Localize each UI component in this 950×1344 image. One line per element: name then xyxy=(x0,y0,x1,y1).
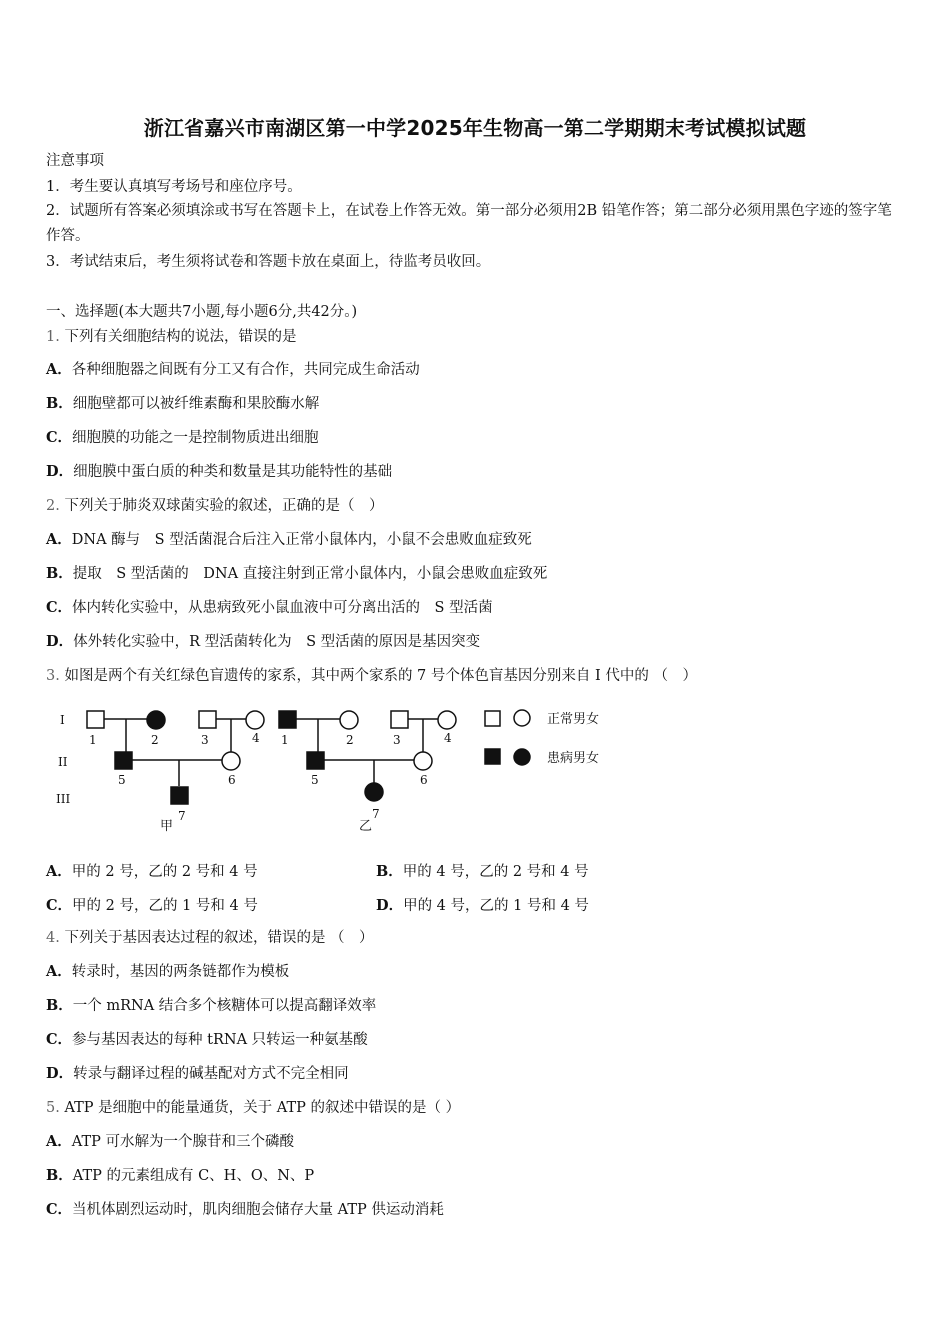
option xyxy=(46,598,493,618)
normal-male-symbol xyxy=(391,711,408,728)
question-stem xyxy=(46,1098,460,1118)
option-label: C． xyxy=(46,1201,73,1218)
individual-label: 1 xyxy=(281,733,289,747)
option-label: A． xyxy=(46,863,72,880)
individual-label: 4 xyxy=(252,731,260,745)
generation-label: III xyxy=(56,792,71,806)
option xyxy=(46,962,289,982)
section-heading: 一、选择题(本大题共7小题,每小题6分,共42分。) xyxy=(46,304,358,320)
legend-affected-label: 患病男女 xyxy=(547,751,600,766)
individual-label: 6 xyxy=(228,773,236,787)
question-number: 1. xyxy=(46,329,60,345)
option xyxy=(46,894,258,915)
individual-label: 1 xyxy=(89,733,97,747)
option-label: B． xyxy=(46,1167,73,1184)
option-text: ATP 可水解为一个腺苷和三个磷酸 xyxy=(71,1134,294,1150)
option-label: D． xyxy=(376,897,404,914)
option-text: 转录与翻译过程的碱基配对方式不完全相同 xyxy=(73,1066,349,1082)
normal-female-symbol xyxy=(246,711,264,729)
option-text: 细胞壁都可以被纤维素酶和果胶酶水解 xyxy=(72,396,320,412)
option-text: 甲的 4 号，乙的 2 号和 4 号 xyxy=(402,864,589,880)
pedigree-diagram xyxy=(50,700,650,840)
page-title: 浙江省嘉兴市南湖区第一中学2025年生物高一第二学期期末考试模拟试题 xyxy=(143,116,807,140)
option-label: B． xyxy=(46,565,73,582)
generation-label: I xyxy=(60,713,65,727)
legend-normal-label: 正常男女 xyxy=(547,712,600,727)
option-label: D． xyxy=(46,633,74,650)
option-label: B． xyxy=(46,395,73,412)
individual-label: 7 xyxy=(178,809,186,823)
question-stem xyxy=(46,928,374,948)
option xyxy=(46,1132,294,1152)
notice-item: 3．考试结束后，考生须将试卷和答题卡放在桌面上，待监考员收回。 xyxy=(46,254,491,270)
option-text: 转录时，基因的两条链都作为模板 xyxy=(71,964,290,980)
option xyxy=(376,894,589,915)
individual-label: 4 xyxy=(444,731,452,745)
legend-normal-male-icon xyxy=(485,711,500,726)
option-label: B． xyxy=(376,863,403,880)
option-label: C． xyxy=(46,897,73,914)
question-stem xyxy=(46,496,383,516)
option-text: 参与基因表达的每种 tRNA 只转运一种氨基酸 xyxy=(72,1032,368,1048)
question-number: 5. xyxy=(46,1100,60,1116)
individual-label: 7 xyxy=(372,807,380,821)
individual-label: 6 xyxy=(420,773,428,787)
family-name: 乙 xyxy=(359,819,373,834)
question-text: 下列有关细胞结构的说法，错误的是 xyxy=(64,329,297,345)
notice-item: 1．考生要认真填写考场号和座位序号。 xyxy=(46,179,302,195)
normal-female-symbol xyxy=(222,752,240,770)
option-text: 一个 mRNA 结合多个核糖体可以提高翻译效率 xyxy=(72,998,377,1014)
option xyxy=(46,530,532,550)
option-label: A． xyxy=(46,1133,72,1150)
question-stem xyxy=(46,327,296,347)
notice-item: 2．试题所有答案必须填涂或书写在答题卡上，在试卷上作答无效。第一部分必须用2B 铅笔作答；第二部分必须用黑色字迹的签字笔作答。 xyxy=(46,203,892,244)
legend-affected-female-icon xyxy=(514,749,530,765)
individual-label: 2 xyxy=(151,733,159,747)
option xyxy=(46,462,392,482)
affected-male-symbol xyxy=(307,752,324,769)
individual-label: 3 xyxy=(201,733,209,747)
question-text: 如图是两个有关红绿色盲遗传的家系，其中两个家系的 7 号个体色盲基因分别来自 I 代中的 （ ） xyxy=(64,668,697,684)
option-text: 各种细胞器之间既有分工又有合作，共同完成生命活动 xyxy=(71,362,420,378)
question-text: ATP 是细胞中的能量通货，关于 ATP 的叙述中错误的是（ ） xyxy=(64,1100,461,1116)
question-text: 下列关于肺炎双球菌实验的叙述，正确的是（ ） xyxy=(64,498,384,514)
legend-normal-female-icon xyxy=(514,710,530,726)
option-text: 提取 S 型活菌的 DNA 直接注射到正常小鼠体内，小鼠会患败血症致死 xyxy=(72,566,548,582)
affected-female-symbol xyxy=(365,783,383,801)
option xyxy=(46,1030,368,1050)
option xyxy=(46,632,480,652)
option xyxy=(376,860,589,881)
option-text: 体内转化实验中，从患病致死小鼠血液中可分离出活的 S 型活菌 xyxy=(72,600,493,616)
affected-male-symbol xyxy=(115,752,132,769)
option-text: DNA 酶与 S 型活菌混合后注入正常小鼠体内，小鼠不会患败血症致死 xyxy=(71,532,532,548)
option-label: C． xyxy=(46,429,73,446)
option xyxy=(46,1200,444,1220)
option-label: A． xyxy=(46,531,72,548)
question-number: 2. xyxy=(46,498,60,514)
option xyxy=(46,996,376,1016)
normal-male-symbol xyxy=(87,711,104,728)
option-label: C． xyxy=(46,599,73,616)
option-text: 甲的 2 号，乙的 2 号和 4 号 xyxy=(71,864,258,880)
option-text: ATP 的元素组成有 C、H、O、N、P xyxy=(72,1168,315,1184)
generation-label: II xyxy=(58,755,68,769)
option xyxy=(46,1166,314,1186)
normal-male-symbol xyxy=(199,711,216,728)
option xyxy=(46,394,319,414)
option-text: 细胞膜的功能之一是控制物质进出细胞 xyxy=(72,430,319,446)
option-label: D． xyxy=(46,463,74,480)
option-text: 细胞膜中蛋白质的种类和数量是其功能特性的基础 xyxy=(73,464,393,480)
option xyxy=(46,860,258,881)
option-text: 当机体剧烈运动时，肌肉细胞会储存大量 ATP 供运动消耗 xyxy=(72,1202,444,1218)
question-number: 4. xyxy=(46,930,60,946)
question-text: 下列关于基因表达过程的叙述，错误的是 （ ） xyxy=(64,930,374,946)
affected-female-symbol xyxy=(147,711,165,729)
normal-female-symbol xyxy=(438,711,456,729)
individual-label: 3 xyxy=(393,733,401,747)
individual-label: 5 xyxy=(311,773,319,787)
question-stem xyxy=(46,666,697,686)
option xyxy=(46,564,547,584)
family-name: 甲 xyxy=(160,819,174,834)
option-text: 甲的 2 号，乙的 1 号和 4 号 xyxy=(72,898,258,914)
normal-female-symbol xyxy=(340,711,358,729)
individual-label: 5 xyxy=(118,773,126,787)
legend-affected-male-icon xyxy=(485,749,500,764)
question-number: 3. xyxy=(46,668,60,684)
option-label: D． xyxy=(46,1065,74,1082)
affected-male-symbol xyxy=(171,787,188,804)
notice-heading: 注意事项 xyxy=(46,153,104,169)
affected-male-symbol xyxy=(279,711,296,728)
individual-label: 2 xyxy=(346,733,354,747)
option-label: B． xyxy=(46,997,73,1014)
option-label: A． xyxy=(46,361,72,378)
option-label: C． xyxy=(46,1031,73,1048)
option-text: 甲的 4 号，乙的 1 号和 4 号 xyxy=(403,898,589,914)
option xyxy=(46,428,319,448)
option-label: A． xyxy=(46,963,72,980)
option xyxy=(46,360,420,380)
normal-female-symbol xyxy=(414,752,432,770)
option-text: 体外转化实验中，R 型活菌转化为 S 型活菌的原因是基因突变 xyxy=(73,634,481,650)
option xyxy=(46,1064,349,1084)
